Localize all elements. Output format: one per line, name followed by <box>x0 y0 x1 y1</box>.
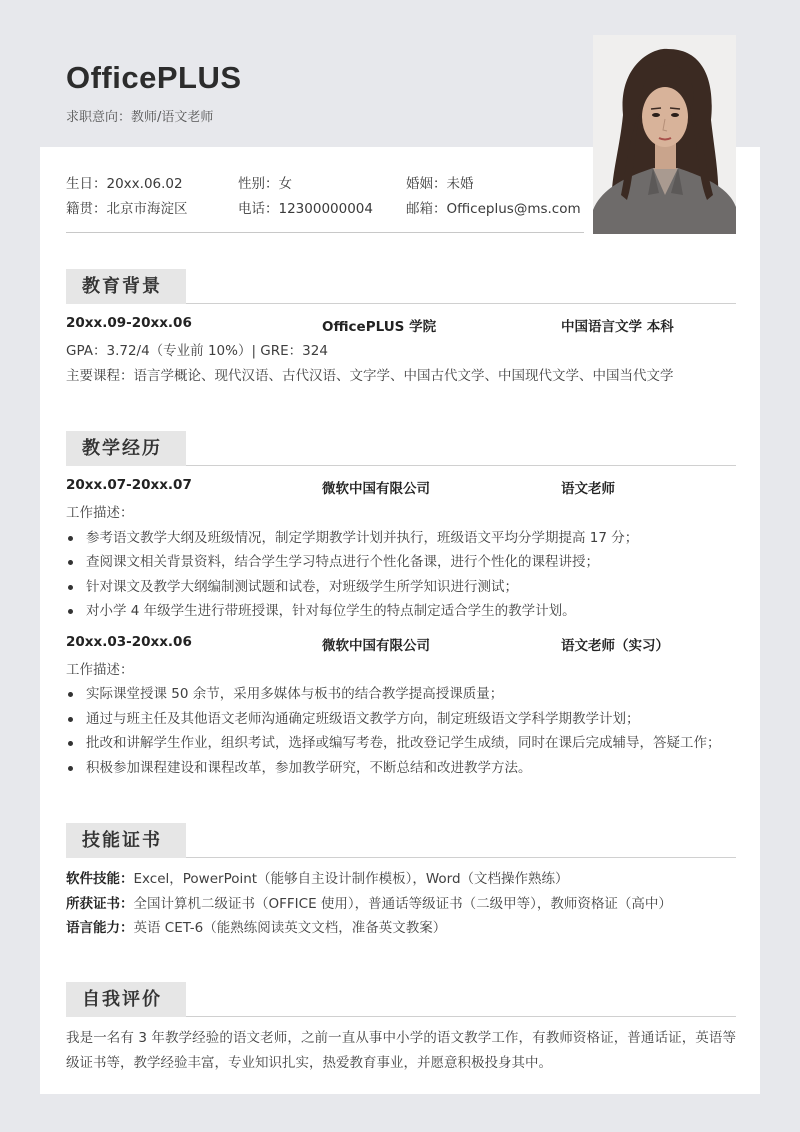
job-entry <box>66 477 736 624</box>
experience-section <box>66 431 736 780</box>
section-title-education: 教育背景 <box>66 269 186 304</box>
personal-info <box>66 172 596 222</box>
job-intent: 求职意向：教师/语文老师 <box>66 110 214 125</box>
hometown: 籍贯：北京市海淀区 <box>66 201 188 217</box>
job-entry <box>66 634 736 781</box>
job-date: 20xx.03-20xx.06 <box>66 633 192 650</box>
job-role: 语文老师 <box>561 481 615 497</box>
skill-languages: 语言能力：英语 CET-6（能熟练阅读英文文档，准备英文教案） <box>66 920 447 936</box>
info-divider <box>66 232 584 233</box>
phone: 电话：12300000004 <box>238 201 373 217</box>
job-bullet: 实际课堂授课 50 余节，采用多媒体与板书的结合教学提高授课质量； <box>66 682 736 707</box>
section-title-experience: 教学经历 <box>66 431 186 466</box>
education-date: 20xx.09-20xx.06 <box>66 315 192 331</box>
job-company: 微软中国有限公司 <box>322 481 430 497</box>
education-major: 中国语言文学 本科 <box>561 319 674 335</box>
education-section <box>66 269 736 388</box>
job-bullet: 积极参加课程建设和课程改革，参加教学研究，不断总结和改进教学方法。 <box>66 756 736 781</box>
job-role: 语文老师（实习） <box>561 637 669 654</box>
job-bullet: 查阅课文相关背景资料，结合学生学习特点进行个性化备课，进行个性化的课程讲授； <box>66 550 736 575</box>
education-school: OfficePLUS 学院 <box>322 319 437 335</box>
self-eval-section <box>66 982 736 1076</box>
job-desc-label: 工作描述： <box>66 505 134 521</box>
job-company: 微软中国有限公司 <box>322 637 430 654</box>
education-courses: 主要课程：语言学概论、现代汉语、古代汉语、文字学、中国古代文学、中国现代文学、中国当代文学 <box>66 367 674 384</box>
job-bullet: 通过与班主任及其他语文老师沟通确定班级语文教学方向，制定班级语文学科学期教学计划； <box>66 707 736 732</box>
skill-certificates: 所获证书：全国计算机二级证书（OFFICE 使用），普通话等级证书（二级甲等），教师资格证（高中） <box>66 895 672 912</box>
section-title-self-eval: 自我评价 <box>66 982 186 1017</box>
job-bullet: 对小学 4 年级学生进行带班授课，针对每位学生的特点制定适合学生的教学计划。 <box>66 599 736 624</box>
self-eval-text: 我是一名有 3 年教学经验的语文老师，之前一直从事中小学的语文教学工作，有教师资格证，普通话证，英语等级证书等，教学经验丰富，专业知识扎实，热爱教育事业，并愿意积极投身其中。 <box>66 1030 736 1071</box>
section-title-skills: 技能证书 <box>66 823 186 858</box>
skill-software: 软件技能：Excel，PowerPoint（能够自主设计制作模板），Word（文档操作熟练） <box>66 871 569 887</box>
job-date: 20xx.07-20xx.07 <box>66 477 192 493</box>
birthday: 生日：20xx.06.02 <box>66 176 183 192</box>
email: 邮箱：Officeplus@ms.com <box>406 201 581 217</box>
profile-photo <box>593 35 736 234</box>
skills-section <box>66 823 736 941</box>
gender: 性别：女 <box>238 176 292 192</box>
job-bullet: 参考语文教学大纲及班级情况，制定学期教学计划并执行，班级语文平均分学期提高 17 分； <box>66 526 736 551</box>
candidate-name: OfficePLUS <box>66 60 242 95</box>
marital-status: 婚姻：未婚 <box>406 176 474 192</box>
education-gpa: GPA：3.72/4（专业前 10%）| GRE：324 <box>66 343 328 359</box>
job-desc-label: 工作描述： <box>66 661 134 678</box>
job-bullet: 批改和讲解学生作业，组织考试，选择或编写考卷，批改登记学生成绩，同时在课后完成辅导，答疑工作； <box>66 731 736 756</box>
job-bullet: 针对课文及教学大纲编制测试题和试卷，对班级学生所学知识进行测试； <box>66 575 736 600</box>
